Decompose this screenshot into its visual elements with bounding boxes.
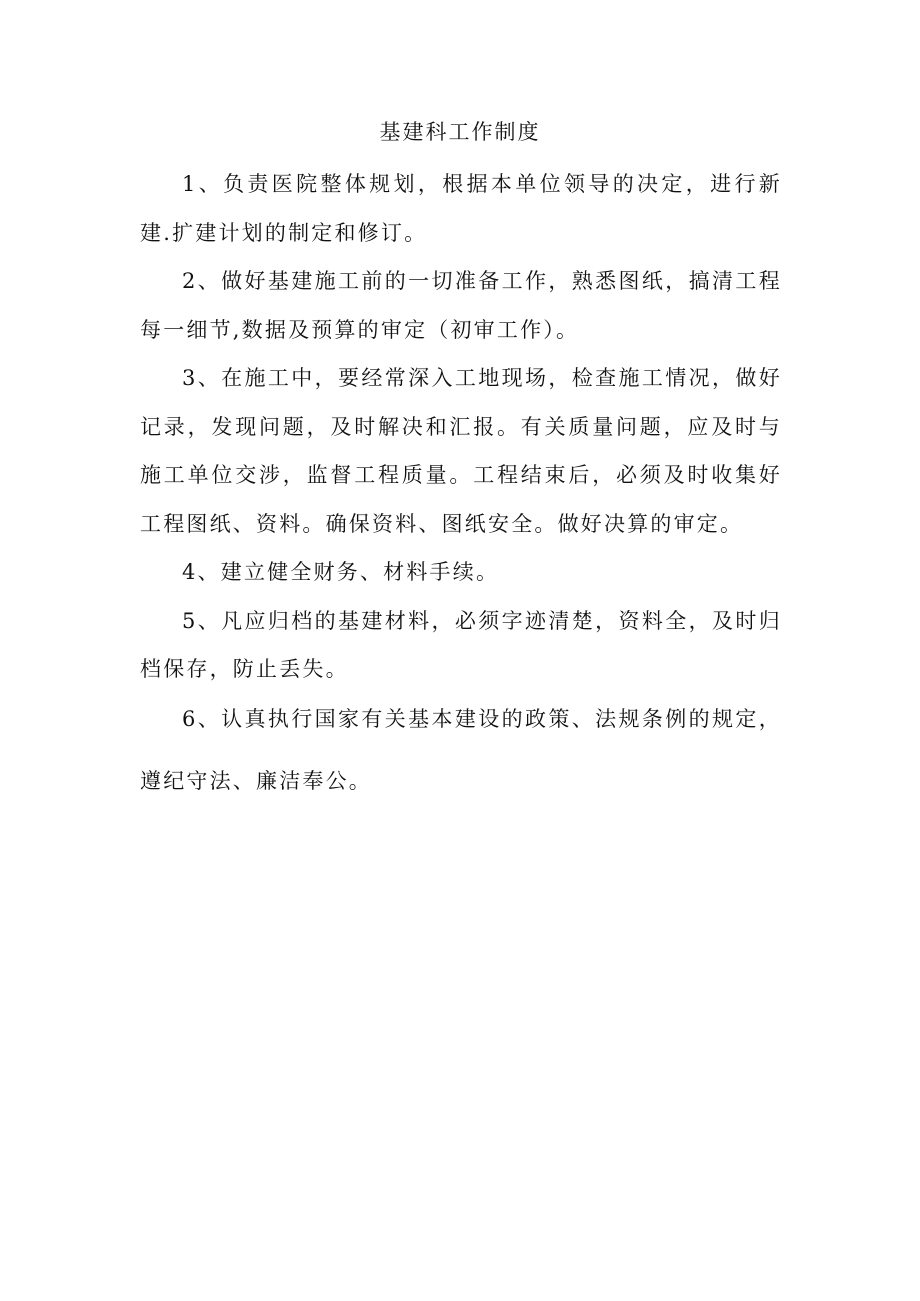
document-title: 基建科工作制度 [379,120,541,144]
paragraph-2: 2、做好基建施工前的一切准备工作，熟悉图纸，搞清工程每一细节,数据及预算的审定（初审工作）。 [140,269,782,342]
paragraph-5: 5、凡应归档的基建材料，必须字迹清楚，资料全，及时归档保存，防止丢失。 [140,608,782,681]
paragraph-6: 6、认真执行国家有关基本建设的政策、法规条例的规定，遵纪守法、廉洁奉公。 [140,706,782,793]
paragraph-4: 4、建立健全财务、材料手续。 [182,560,500,584]
document-body [140,160,782,812]
paragraph-1: 1、负责医院整体规划，根据本单位领导的决定，进行新建.扩建计划的制定和修订。 [140,172,782,245]
paragraph-3: 3、在施工中，要经常深入工地现场，检查施工情况，做好记录，发现问题，及时解决和汇报。有关质量问题，应及时与施工单位交涉，监督工程质量。工程结束后，必须及时收集好工程图纸、资料。确保资料、图纸安全。做好决算的审定。 [140,366,782,536]
